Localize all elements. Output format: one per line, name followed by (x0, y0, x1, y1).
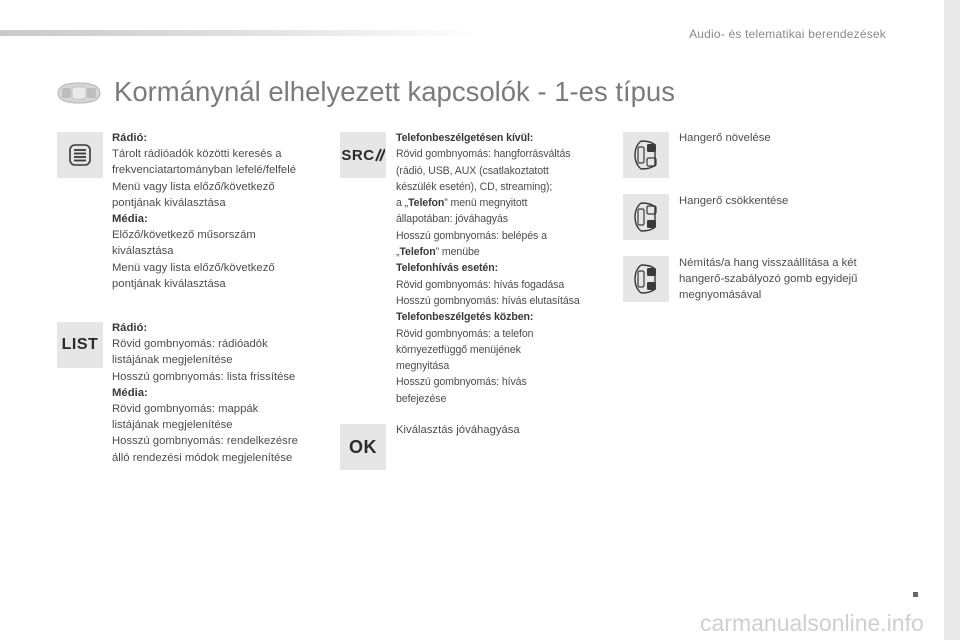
description-line: készülék esetén), CD, streaming); (396, 180, 553, 193)
description-line: frekvenciatartományban lefelé/felfelé (112, 164, 296, 177)
description-line: Hosszú gombnyomás: hívás (396, 376, 527, 389)
description-line: pontjának kiválasztása (112, 196, 226, 209)
incoming-call-heading: Telefonhívás esetén: (396, 262, 499, 275)
description-line: befejezése (396, 392, 447, 405)
media-heading: Média: (112, 386, 148, 399)
page-title: Kormánynál elhelyezett kapcsolók - 1-es típus (114, 76, 675, 107)
description-line: Hangerő növelése (679, 132, 771, 144)
description-line: Előző/következő műsorszám (112, 229, 256, 242)
description-line: megnyitása (396, 360, 450, 373)
description-line: Kiválasztás jóváhagyása (396, 424, 520, 436)
description-line: „Telefon” menübe (396, 246, 480, 259)
description-line: Tárolt rádióadók közötti keresés a (112, 148, 282, 161)
description-line: (rádió, USB, AUX (csatlakoztatott (396, 164, 549, 177)
radio-heading: Rádió: (112, 322, 148, 334)
section-title: Audio- és telematikai berendezések (689, 27, 886, 41)
description-line: pontjának kiválasztása (112, 277, 226, 290)
outside-call-heading: Telefonbeszélgetésen kívül: (396, 132, 534, 144)
description-line: megnyomásával (679, 289, 762, 302)
during-call-heading: Telefonbeszélgetés közben: (396, 311, 534, 324)
description-line: hangerő-szabályozó gomb egyidejű (679, 273, 858, 286)
description-line: listájának megjelenítése (112, 419, 233, 432)
src-button-icon (340, 132, 386, 178)
src-button-description (396, 130, 580, 407)
description-line: listájának megjelenítése (112, 354, 233, 367)
volume-up-description (679, 130, 771, 146)
list-button-label: LIST (61, 336, 99, 353)
phone-slash-icon (375, 147, 385, 163)
description-line: álló rendezési módok megjelenítése (112, 451, 293, 464)
description-line: Rövid gombnyomás: mappák (112, 403, 259, 416)
watermark: carmanualsonline.info (700, 610, 924, 636)
mute-icon (623, 256, 669, 302)
description-line: Hangerő csökkentése (679, 195, 789, 207)
src-button-label: SRC (341, 146, 375, 164)
radio-heading: Rádió: (112, 132, 148, 144)
radio-media-wheel-description (112, 130, 296, 292)
volume-down-icon (623, 194, 669, 240)
page-edge-band (944, 0, 960, 640)
media-heading: Média: (112, 213, 148, 226)
description-line: Rövid gombnyomás: hangforrásváltás (396, 148, 571, 161)
description-line: Hosszú gombnyomás: rendelkezésre (112, 435, 298, 448)
description-line: Hosszú gombnyomás: hívás elutasítása (396, 294, 580, 307)
description-line: Hosszú gombnyomás: belépés a (396, 229, 547, 242)
volume-down-description (679, 193, 788, 209)
list-button-description (112, 320, 298, 466)
ok-button-label: OK (349, 436, 377, 457)
ok-button-icon (340, 424, 386, 470)
volume-up-icon (623, 132, 669, 178)
description-line: Némítás/a hang visszaállítása a két (679, 257, 857, 269)
description-line: Menü vagy lista előző/következő (112, 261, 275, 274)
description-line: Hosszú gombnyomás: lista frissítése (112, 370, 296, 383)
steering-controls-icon (54, 80, 104, 106)
list-button-icon (57, 322, 103, 368)
ok-button-description (396, 422, 520, 438)
description-line: Rövid gombnyomás: a telefon (396, 327, 534, 340)
header-gradient-bar (0, 30, 480, 36)
thumbwheel-icon (57, 132, 103, 178)
description-line: a „Telefon” menü megnyitott (396, 197, 528, 210)
description-line: Rövid gombnyomás: rádióadók (112, 338, 268, 351)
description-line: Menü vagy lista előző/következő (112, 180, 275, 193)
description-line: Rövid gombnyomás: hívás fogadása (396, 278, 565, 291)
page-marker (913, 592, 918, 597)
description-line: kiválasztása (112, 245, 174, 258)
description-line: környezetfüggő menüjének (396, 343, 521, 356)
mute-description (679, 255, 857, 304)
description-line: állapotában: jóváhagyás (396, 213, 508, 226)
